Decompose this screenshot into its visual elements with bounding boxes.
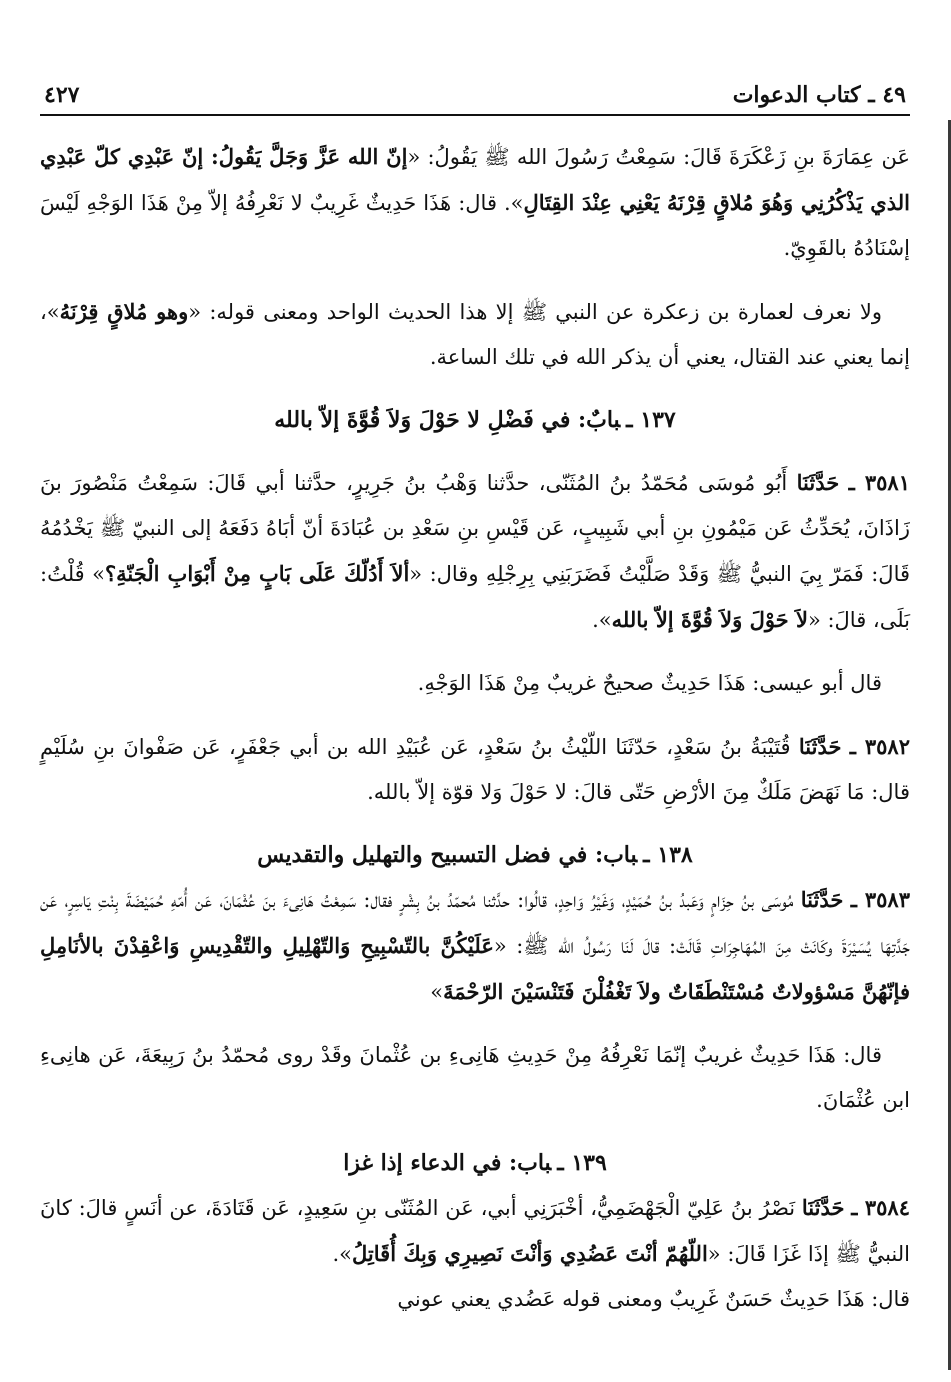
section-heading-137 <box>40 398 910 442</box>
quoted-saying: إنّ الله عَزَّ وَجَلَّ يَقُولُ: إنّ عَبْدِي كلّ عَبْدِي الذي يَذْكُرُنِي وَهُوَ مُلاقٍ قِرْنَهُ يَعْنِي عِنْدَ القِتَالِ <box>40 144 910 215</box>
text-segment: »، إنما يعني عند القتال، يعني أن يذكر الله في تلك الساعة. <box>40 300 910 369</box>
hadith-number: ٣٥٨٢ ـ <box>849 734 910 759</box>
hadith-3582 <box>40 724 910 815</box>
section-title: باب: في الدعاء إذا غزا <box>343 1150 552 1176</box>
hadith-number: ٣٥٨١ ـ <box>848 470 910 495</box>
page-number: ٤٢٧ <box>44 82 80 108</box>
narration-keyword: حَدَّثَنَا <box>798 734 842 759</box>
hadith-text <box>40 134 910 271</box>
text-segment: ». <box>332 1242 353 1266</box>
commentary-text: قال: هَذَا حَدِيثٌ حَسَنٌ غَرِيبٌ ومعنى قوله عَضُدي يعني عوني <box>397 1287 910 1311</box>
narration-keyword: حَدَّثَنَا <box>801 1195 845 1220</box>
narration-keyword: حَدَّثَنَا <box>796 470 840 495</box>
hadith-text <box>40 460 910 643</box>
commentary-text <box>40 289 910 380</box>
text-segment: ». قال: هَذَا حَدِيثٌ غَرِيبٌ لا نَعْرِفُهُ إلاّ مِنْ هَذَا الوَجْهِ لَيْسَ إسْنَادُهُ بالقَوِيّ. <box>40 191 910 260</box>
quoted-saying: ألاَ أَدُلّكَ عَلَى بَابٍ مِنْ أَبْوَابِ الْجَنّةِ؟ <box>104 561 410 586</box>
hadith-3581 <box>40 460 910 643</box>
text-segment: ». <box>592 608 612 632</box>
section-title: بابٌ: في فَضْلِ لا حَوْلَ وَلاَ قُوَّةَ إلاّ بالله <box>274 407 621 433</box>
text-segment: قُتَيْبَةُ بنُ سَعْدٍ، حَدّثَنَا اللّيْثُ بنُ سَعْدٍ، عَن عُبَيْدِ الله بن أبي جَعْفَرٍ، عَن صَفْوانَ بنِ سُلَيْمٍ قال: مَا نَهَضَ مَلَكٌ مِنَ الأرْضِ حَتّى قالَ: لا حَوْلَ وَلا قوّة إلاّ بالله. <box>40 735 910 804</box>
commentary-text: قال: هَذَا حَدِيثٌ غريبٌ إنّمَا نَعْرِفُهُ مِنْ حَدِيثِ هَانِىءِ بن عُثْمانَ وقَدْ روى مُحمّدُ بنُ رَبِيعَةَ، عَن هانِىءِ ابن عُثْمَانَ. <box>40 1043 910 1112</box>
text-segment: مُوسَى بنُ حِزَامٍ وَعَبدُ بنُ حُمَيْدٍ، وَغَيْرُ وَاحِدٍ، قالُوا: حدَّثنا مُحمّدُ بنُ بِشْرٍ فقال: سَمِعْتُ هَانِىءَ بنَ عُثْمَانَ، عَن أُمّهِ حُمَيْضَةَ بِنْتِ يَاسِرٍ، عَن جَدَّتِهَا يُسَيْرَةَ وكَانَتْ مِنَ المُهَاجِرَاتِ قَالَتْ: قالَ لَنَا رَسُولُ الله ﷺ: « <box>40 888 910 958</box>
quoted-saying: اللّهُمّ أنْتَ عَضُدِي وَأنْتَ نَصِيرِي وَبِكَ أُقَاتِلُ <box>352 1241 708 1266</box>
hadith-continuation <box>40 134 910 271</box>
text-segment: » <box>430 980 444 1004</box>
section-heading-139 <box>40 1141 910 1185</box>
section-title: باب: في فضل التسبيح والتهليل والتقديس <box>257 842 638 868</box>
book-page <box>40 60 910 1322</box>
hadith-text <box>40 877 910 1015</box>
text-segment: أَبُو مُوسَى مُحَمّدُ بنُ المُثَنّى، حدَّثنا وَهْبُ بنُ جَرِيرٍ، حدَّثنا أبي قَالَ: سَمِعْتُ مَنْصُورَ بنَ زَاذَانَ، يُحَدِّثُ عَن مَيْمُونِ بنِ أبي شَبِيبٍ، عَن قَيْسِ بنِ سَعْدِ بن عُبَادَةَ أنّ أبَاهُ دَفَعَهُ إلى النبيّ ﷺ يَخْدُمُهُ قَالَ: فَمَرّ بِيَ النبيُّ ﷺ وَقَدْ صَلَّيْتُ فَضَرَبَنِي بِرِجْلِهِ وقال: « <box>40 471 911 586</box>
narration-keyword: حَدَّثَنَا <box>800 887 844 912</box>
hadith-text <box>40 1185 910 1277</box>
chapter-title: ٤٩ ـ كتاب الدعوات <box>732 82 906 108</box>
hadith-number: ٣٥٨٤ ـ <box>851 1195 910 1220</box>
commentary-3583 <box>40 1033 910 1123</box>
hadith-3584 <box>40 1185 910 1322</box>
text-segment: عَن عِمَارَةَ بنِ زَعْكَرَةَ قَالَ: سَمِعْتُ رَسُولَ الله ﷺ يَقُولُ: « <box>407 145 910 169</box>
text-segment: نَصْرُ بنُ عَلِيّ الْجَهْضَمِيُّ، أخْبَرَنِي أبي، عَن المُثَنّى بنِ سَعِيدٍ، عَن قَتَادَةَ، عن أنَسٍ قالَ: كانَ النبيُّ ﷺ إذَا غَزَا قَالَ: « <box>40 1196 910 1266</box>
commentary <box>40 289 910 380</box>
quoted-saying: لاَ حَوْلَ وَلاَ قُوَّةَ إلاّ بالله <box>611 607 808 632</box>
commentary-3581 <box>40 661 910 706</box>
hadith-3583 <box>40 877 910 1015</box>
hadith-number: ٣٥٨٣ ـ <box>850 887 910 912</box>
section-number: ١٣٨ ـ <box>643 842 693 868</box>
commentary-text: قال أبو عيسى: هَذَا حَدِيثٌ صحيحٌ غريبٌ مِنْ هَذَا الوَجْهِ. <box>417 671 882 695</box>
section-number: ١٣٩ ـ <box>557 1150 607 1176</box>
quoted-phrase: وهو مُلاقٍ قِرْنَهُ <box>59 299 189 324</box>
text-segment: ولا نعرف لعمارة بن زعكرة عن النبي ﷺ إلا هذا الحديث الواحد ومعنى قوله: « <box>188 300 882 324</box>
section-number: ١٣٧ ـ <box>626 407 676 433</box>
page-header <box>40 60 910 116</box>
text-segment: » قُلْتُ: بَلَى، قالَ: « <box>40 562 910 632</box>
section-heading-138 <box>40 833 910 877</box>
quoted-saying: عَلَيْكُنَّ بالتّسْبِيحِ وَالتّهْلِيلِ والتّقْدِيسِ وَاعْقِدْنَ بالأنَامِلِ فإنّهُنَّ مَسْؤولاتٌ مُسْتَنْطَقَاتٌ ولاَ تَغْفُلْنَ فَتَنْسَيْنَ الرّحْمَةَ <box>40 933 910 1004</box>
hadith-text <box>40 724 910 815</box>
